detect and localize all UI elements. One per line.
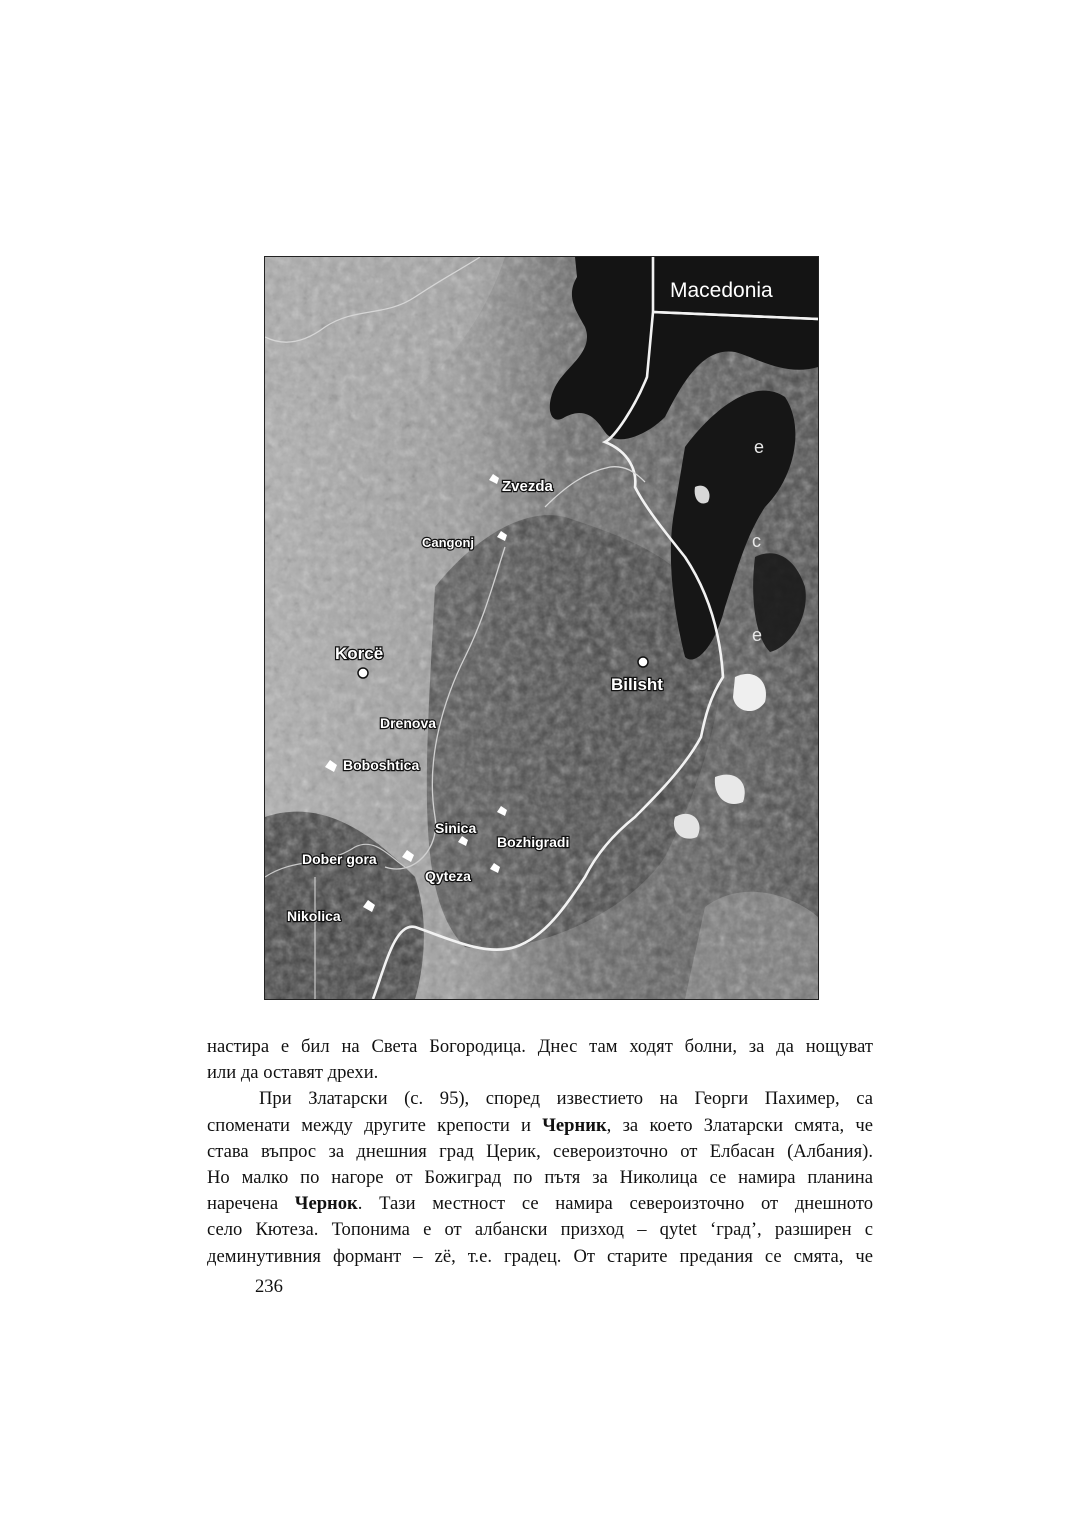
text-line: или да оставят дрехи. [207,1062,379,1084]
lake-marker-icon: e [754,437,765,457]
text-line: деминутивния формант – zë, т.е. градец. От старите предания се смята, че [207,1245,873,1267]
place-label-drenova: Drenova [380,715,437,731]
bold-term-chernok: Чернок [294,1193,358,1215]
lake-marker-icon: c [752,531,761,551]
text-line: Но малко по нагоре от Божиград по пътя за Николица се намира планина [207,1166,873,1188]
text-line: става въпрос за днешния град Церик, североизточно от Елбасан (Албания). [207,1140,873,1162]
bold-term-chernik: Черник [542,1114,607,1136]
place-label-nikolica: Nikolica [287,908,341,924]
place-label-bozhigradi: Bozhigradi [497,834,570,850]
place-label-zvezda: Zvezda [502,478,553,495]
text-line: настира е бил на Света Богородица. Днес там ходят болни, за да нощуват [207,1036,873,1057]
city-dot-bilisht [638,657,648,667]
text-line [207,1113,873,1139]
satellite-map [264,256,819,1000]
city-dot-korce [358,668,368,678]
text-segment: наречена [207,1193,295,1215]
lake-marker-icon: e [752,625,763,645]
terrain-texture [265,257,818,999]
place-label-sinica: Sinica [435,820,477,836]
place-label-qyteza: Qyteza [425,868,471,884]
page-number: 236 [255,1276,283,1297]
text-line: село Кютеза. Топонима е от албански призход – qytet ‘град’, разширен с [207,1219,873,1241]
region-label-macedonia: Macedonia [670,279,773,302]
text-segment: , за което Златарски смята, че [606,1114,873,1136]
text-line [207,1191,873,1217]
text-segment: . Тази местност се намира североизточно от днешното [357,1193,873,1215]
body-text [207,1034,873,1270]
text-segment: споменати между другите крепости и [207,1114,543,1136]
text-line: При Златарски (с. 95), според известието на Георги Пахимер, са [259,1088,873,1110]
place-label-dober-gora: Dober gora [302,851,377,867]
place-label-korce: Korcë [335,644,384,663]
place-label-boboshtica: Boboshtica [343,757,420,773]
place-label-bilisht: Bilisht [611,675,663,694]
place-label-cangonj: Cangonj [422,535,474,550]
map-graphic [265,257,818,999]
